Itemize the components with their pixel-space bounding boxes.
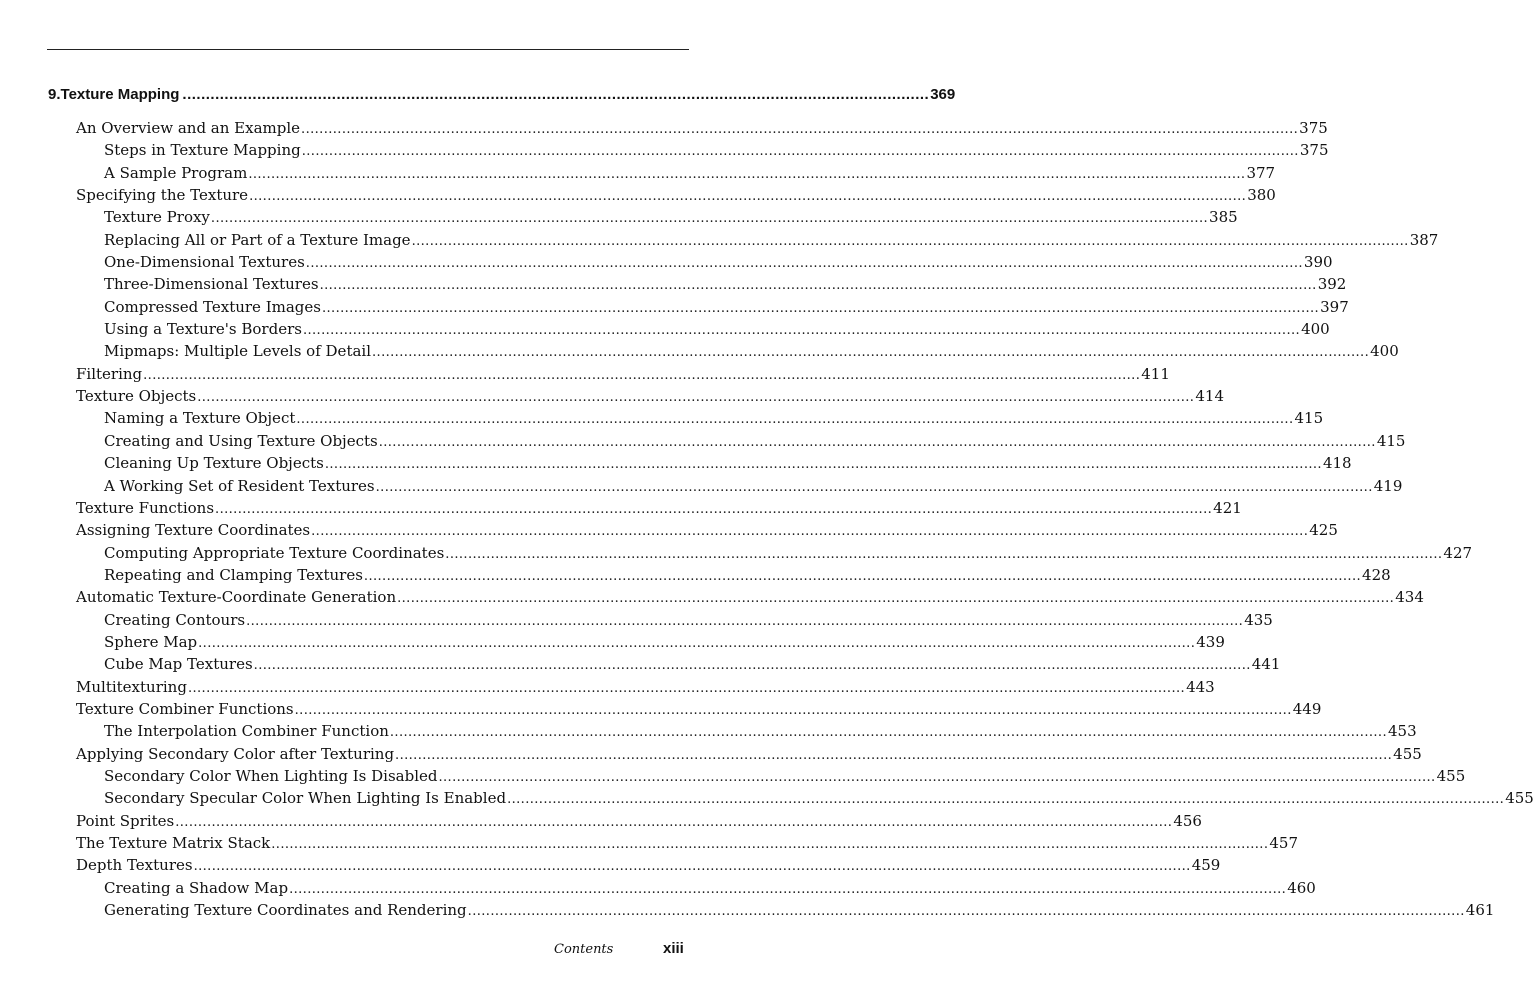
- chapter-title: Texture Mapping: [60, 86, 180, 103]
- dot-leader: ............................................................................................................................................................................................................................: [175, 814, 1173, 830]
- dot-leader: ............................................................................................................................................................................................................................: [324, 457, 1322, 473]
- entry-title: Multitexturing: [76, 677, 187, 696]
- toc-entry: [76, 184, 1276, 206]
- dot-leader: ............................................................................................................................................................................................................................: [246, 613, 1244, 629]
- toc-subentry: [76, 609, 1273, 631]
- chapter-heading: [48, 86, 956, 108]
- toc-subentry: [76, 206, 1238, 228]
- toc-subentry: [76, 318, 1330, 340]
- dot-leader: ............................................................................................................................................................................................................................: [411, 233, 1409, 249]
- entry-title: A Working Set of Resident Textures: [104, 476, 375, 495]
- entry-title: Naming a Texture Object: [104, 409, 296, 428]
- dot-leader: ............................................................................................................................................................................................................................: [296, 412, 1294, 428]
- entry-title: Computing Appropriate Texture Coordinates: [104, 543, 445, 562]
- entry-page: 456: [1173, 811, 1202, 830]
- toc-subentry: [76, 542, 1473, 564]
- toc-subentry: [76, 452, 1352, 474]
- chapter-number: 9.: [48, 86, 61, 103]
- entry-title: Creating a Shadow Map: [104, 878, 289, 897]
- dot-leader: ............................................................................................................................................................................................................................: [215, 501, 1213, 517]
- entry-title: Sphere Map: [104, 632, 198, 651]
- toc-subentry: [76, 631, 1225, 653]
- entry-title: Automatic Texture-Coordinate Generation: [76, 588, 397, 607]
- entry-title: Mipmaps: Multiple Levels of Detail: [104, 342, 372, 361]
- entry-title: Assigning Texture Coordinates: [76, 521, 311, 540]
- entry-title: Replacing All or Part of a Texture Image: [104, 230, 411, 249]
- entry-title: Using a Texture's Borders: [104, 320, 302, 339]
- toc-subentry: [76, 251, 1333, 273]
- entry-page: 411: [1141, 364, 1170, 383]
- entry-page: 414: [1195, 387, 1224, 406]
- dot-leader: ............................................................................................................................................................................................................................: [389, 725, 1388, 741]
- entry-title: Creating Contours: [104, 610, 246, 629]
- toc-subentry: [76, 407, 1324, 429]
- toc-subentry: [76, 296, 1349, 318]
- dot-leader: ............................................................................................................................................................................................................................: [198, 635, 1196, 651]
- entry-page: 380: [1247, 186, 1276, 205]
- dot-leader: ............................................................................................................................................................................................................................: [305, 256, 1303, 272]
- dot-leader: ............................................................................................................................................................................................................................: [375, 479, 1373, 495]
- entry-title: Filtering: [76, 364, 143, 383]
- entry-page: 390: [1303, 253, 1333, 272]
- dot-leader: ............................................................................................................................................................................................................................: [294, 702, 1292, 718]
- entry-title: Specifying the Texture: [76, 186, 249, 205]
- entry-title: Point Sprites: [76, 811, 175, 830]
- dot-leader: ............................................................................................................................................................................................................................: [210, 211, 1209, 227]
- entry-page: 418: [1322, 454, 1352, 473]
- dot-leader: ............................................................................................................................................................................................................................: [321, 300, 1320, 316]
- entry-page: 435: [1244, 610, 1273, 629]
- dot-leader: ............................................................................................................................................................................................................................: [445, 546, 1443, 562]
- toc-subentry: [76, 475, 1403, 497]
- entry-page: 385: [1209, 208, 1238, 227]
- entry-page: 375: [1299, 119, 1328, 137]
- entry-page: 428: [1362, 565, 1391, 584]
- dot-leader: ............................................................................................................................................................................................................................: [301, 144, 1299, 160]
- toc-subentry: [76, 273, 1347, 295]
- toc-subentry: [76, 765, 1466, 787]
- dot-leader: ............................................................................................................................................................................................................................: [438, 769, 1436, 785]
- entry-title: Texture Objects: [76, 387, 197, 406]
- entry-page: 419: [1373, 476, 1403, 495]
- toc-entry: [76, 676, 1215, 698]
- toc-subentry: [76, 229, 1439, 251]
- entry-page: 425: [1309, 521, 1338, 540]
- toc-subentry: [76, 653, 1281, 675]
- entry-title: Texture Combiner Functions: [76, 699, 294, 718]
- toc-entry: [76, 698, 1322, 720]
- entry-title: The Interpolation Combiner Function: [104, 722, 389, 741]
- dot-leader: ............................................................................................................................................................................................................................: [249, 189, 1247, 205]
- dot-leader: ............................................................................................................................................................................................................................: [289, 881, 1287, 897]
- toc-subentry: [76, 564, 1391, 586]
- dot-leader: ............................................................................................................................................................................................................................: [372, 345, 1370, 361]
- entry-page: 439: [1196, 632, 1225, 651]
- dot-leader: ............................................................................................................................................................................................................................: [395, 747, 1393, 763]
- entry-page: 392: [1317, 275, 1347, 294]
- toc-entry: [76, 519, 1338, 541]
- toc-subentry: [76, 340, 1399, 362]
- entry-page: 441: [1251, 655, 1281, 674]
- dot-leader: ............................................................................................................................................................................................................................: [397, 591, 1395, 607]
- entry-page: 427: [1443, 543, 1473, 562]
- entry-page: 375: [1299, 141, 1329, 160]
- toc-subentry: [76, 787, 1534, 809]
- entry-title: Cube Map Textures: [104, 655, 253, 674]
- dot-leader: ............................................................................................................................................................................................................................: [187, 680, 1186, 696]
- top-rule: [47, 49, 689, 50]
- toc-entry: [76, 810, 1202, 832]
- entry-page: 461: [1465, 901, 1495, 920]
- entry-page: 455: [1393, 744, 1422, 763]
- dot-leader: ............................................................................................................................................................................................................................: [311, 524, 1309, 540]
- entry-title: Texture Functions: [76, 498, 215, 517]
- toc-entry: [76, 854, 1221, 876]
- dot-leader: ............................................................................................................................................................................................................................: [197, 390, 1195, 406]
- entry-title: Steps in Texture Mapping: [104, 141, 301, 160]
- entry-page: 457: [1269, 834, 1299, 852]
- dot-leader: ............................................................................................................................................................................................................................: [507, 792, 1505, 808]
- entry-page: 455: [1436, 766, 1466, 785]
- toc-entry: [76, 497, 1242, 519]
- running-footer-label: Contents: [554, 942, 614, 957]
- entry-title: A Sample Program: [104, 163, 248, 182]
- toc-entry: [76, 586, 1424, 608]
- dot-leader: ............................................................................................................................................................................................................................: [378, 434, 1376, 450]
- entry-page: 460: [1287, 878, 1316, 897]
- entry-title: Creating and Using Texture Objects: [104, 431, 378, 450]
- dot-leader: ............................................................................................................................................................................................................................: [301, 122, 1299, 137]
- entry-page: 415: [1294, 409, 1324, 428]
- entry-page: 397: [1320, 297, 1349, 316]
- toc-entry: [76, 743, 1422, 765]
- toc-entry: [76, 832, 1299, 854]
- toc-subentry: [76, 139, 1329, 161]
- entry-page: 421: [1213, 498, 1242, 517]
- toc-subentry: [76, 720, 1417, 742]
- page-number: xiii: [663, 940, 684, 957]
- entry-title: Depth Textures: [76, 856, 193, 875]
- toc-subentry: [76, 162, 1276, 184]
- toc-entry: [76, 385, 1224, 407]
- toc-entry: [76, 363, 1170, 385]
- entry-title: One-Dimensional Textures: [104, 253, 305, 272]
- entry-title: Three-Dimensional Textures: [104, 275, 319, 294]
- entry-page: 415: [1376, 431, 1406, 450]
- entry-title: The Texture Matrix Stack: [76, 834, 271, 852]
- entry-title: Generating Texture Coordinates and Rendering: [104, 901, 467, 920]
- dot-leader: ............................................................................................................................................................................................................................: [193, 859, 1191, 875]
- toc-subentry: [76, 877, 1316, 899]
- dot-leader: ............................................................................................................................................................................................................................: [319, 278, 1317, 294]
- dot-leader: ............................................................................................................................................................................................................................: [467, 904, 1465, 920]
- entry-page: 434: [1395, 588, 1424, 607]
- entry-title: Compressed Texture Images: [104, 297, 321, 316]
- entry-page: 443: [1186, 677, 1215, 696]
- entry-page: 387: [1409, 230, 1439, 249]
- entry-title: An Overview and an Example: [76, 119, 301, 137]
- entry-title: Repeating and Clamping Textures: [104, 565, 363, 584]
- entry-title: Secondary Specular Color When Lighting Is Enabled: [104, 789, 507, 808]
- dot-leader: ................................................................................................................................................................: [182, 86, 930, 103]
- entry-page: 400: [1370, 342, 1399, 361]
- entry-title: Cleaning Up Texture Objects: [104, 454, 324, 473]
- dot-leader: ............................................................................................................................................................................................................................: [363, 568, 1362, 584]
- entry-page: 455: [1505, 789, 1534, 808]
- entry-page: 449: [1292, 699, 1322, 718]
- dot-leader: ............................................................................................................................................................................................................................: [271, 837, 1269, 852]
- toc-subentry: [76, 899, 1495, 921]
- entry-page: 400: [1301, 320, 1330, 339]
- chapter-page: 369: [930, 86, 956, 103]
- entry-page: 377: [1246, 163, 1276, 182]
- entry-page: 459: [1191, 856, 1221, 875]
- dot-leader: ............................................................................................................................................................................................................................: [302, 323, 1301, 339]
- toc-entries: [76, 117, 1534, 921]
- toc-entry: [76, 117, 1328, 139]
- dot-leader: ............................................................................................................................................................................................................................: [248, 166, 1246, 182]
- entry-title: Applying Secondary Color after Texturing: [76, 744, 395, 763]
- entry-page: 453: [1388, 722, 1417, 741]
- entry-title: Texture Proxy: [104, 208, 210, 227]
- toc-subentry: [76, 430, 1406, 452]
- dot-leader: ............................................................................................................................................................................................................................: [253, 658, 1251, 674]
- dot-leader: ............................................................................................................................................................................................................................: [143, 367, 1141, 383]
- entry-title: Secondary Color When Lighting Is Disabled: [104, 766, 438, 785]
